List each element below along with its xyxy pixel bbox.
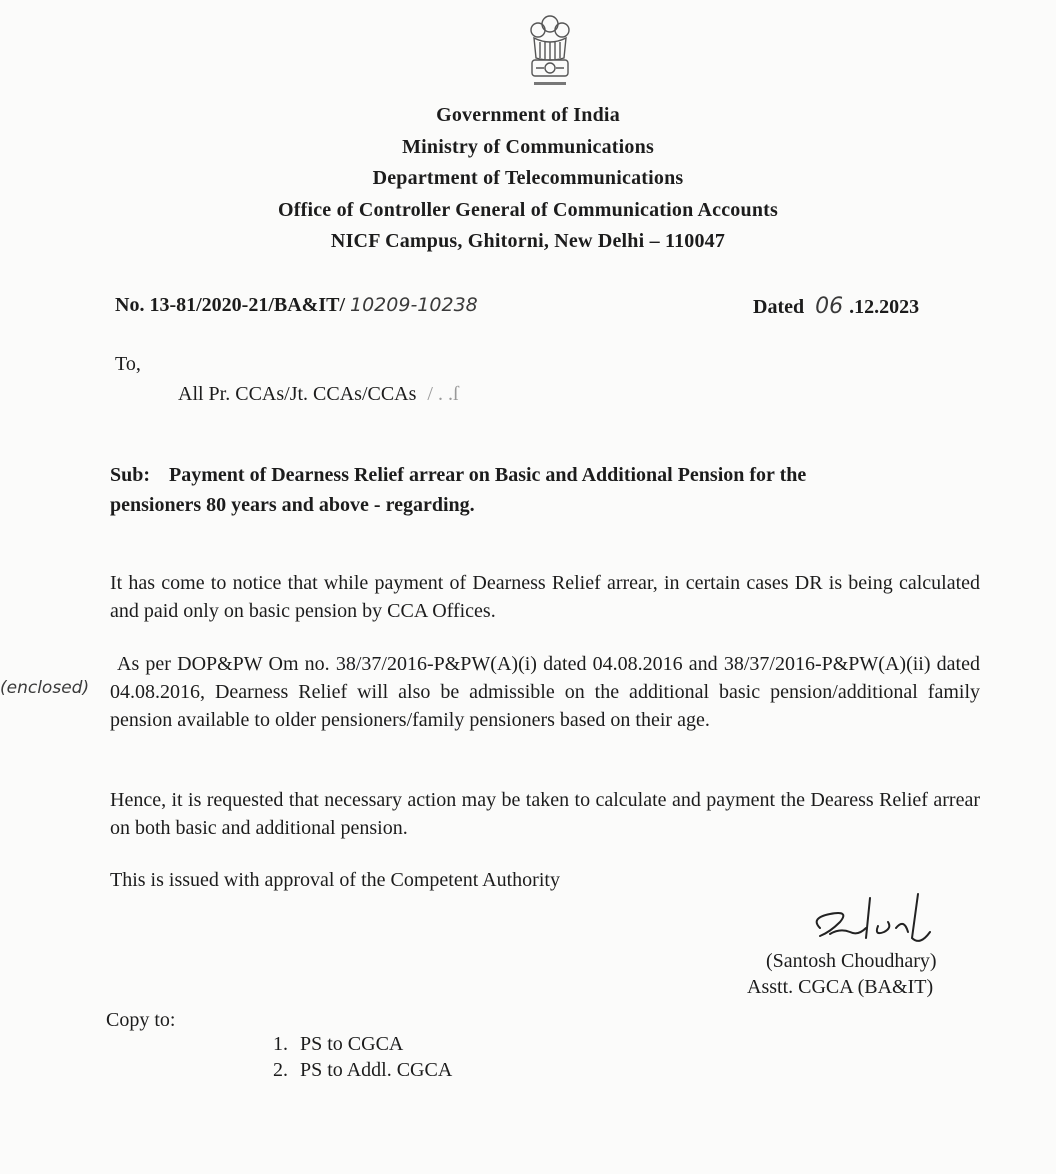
paragraph-approval: This is issued with approval of the Competent Authority (110, 869, 560, 891)
date-day-handwritten: 06 (815, 294, 844, 319)
reference-number (115, 294, 478, 317)
subject-label: Sub: (110, 464, 151, 486)
recipients (178, 383, 459, 406)
dated-label: Dated (753, 296, 805, 318)
document-date (753, 294, 919, 319)
letterhead-ministry: Ministry of Communications (402, 136, 654, 158)
national-emblem-icon (520, 12, 580, 96)
paragraph-request: Hence, it is requested that necessary action may be taken to calculate and payment the Dearess Relief arrear on both basic and additional pension. (110, 789, 980, 839)
copy-to-item-number: 1. (273, 1033, 288, 1055)
copy-to-item-number: 2. (273, 1059, 288, 1081)
copy-to-item (273, 1057, 452, 1083)
subject (110, 460, 970, 520)
to-label: To, (115, 353, 141, 375)
reference-number-printed: No. 13-81/2020-21/BA&IT/ (115, 294, 345, 316)
date-month-year: .12.2023 (849, 296, 920, 318)
letterhead-government: Government of India (436, 104, 620, 126)
recipients-text: All Pr. CCAs/Jt. CCAs/CCAs (178, 383, 417, 405)
paragraph-notice: It has come to notice that while payment of Dearness Relief arrear, in certain cases DR is being calculated and paid only on basic pension by CCA Offices. (110, 572, 980, 622)
subject-line-1: Payment of Dearness Relief arrear on Basic and Additional Pension for the (169, 464, 807, 486)
letterhead-address: NICF Campus, Ghitorni, New Delhi – 110047 (330, 230, 726, 252)
signatory-designation: Asstt. CGCA (BA&IT) (747, 976, 934, 998)
margin-note-enclosed: (enclosed) (0, 678, 90, 698)
reference-number-handwritten: 10209-10238 (350, 294, 478, 316)
letterhead-department: Department of Telecommunications (372, 167, 684, 189)
handwritten-mark-icon: / . .ſ (427, 383, 459, 405)
letterhead-office: Office of Controller General of Communication Accounts (278, 199, 778, 221)
copy-to-item (273, 1031, 452, 1057)
signature-icon (800, 888, 940, 948)
paragraph-dopw-reference: As per DOP&PW Om no. 38/37/2016-P&PW(A)(i) dated 04.08.2016 and 38/37/2016-P&PW(A)(ii) dated 04.08.2016, Dearness Relief will also be admissible on the additional basic pension/additional family pension available to older pensioners/family pensioners based on their age. (110, 653, 980, 731)
copy-to-item-text: PS to Addl. CGCA (300, 1059, 453, 1081)
subject-line-2: pensioners 80 years and above - regarding. (110, 494, 475, 516)
copy-to-label: Copy to: (106, 1009, 176, 1031)
copy-to-item-text: PS to CGCA (300, 1033, 404, 1055)
signatory-name: (Santosh Choudhary) (766, 950, 937, 972)
copy-to-list (273, 1031, 452, 1083)
